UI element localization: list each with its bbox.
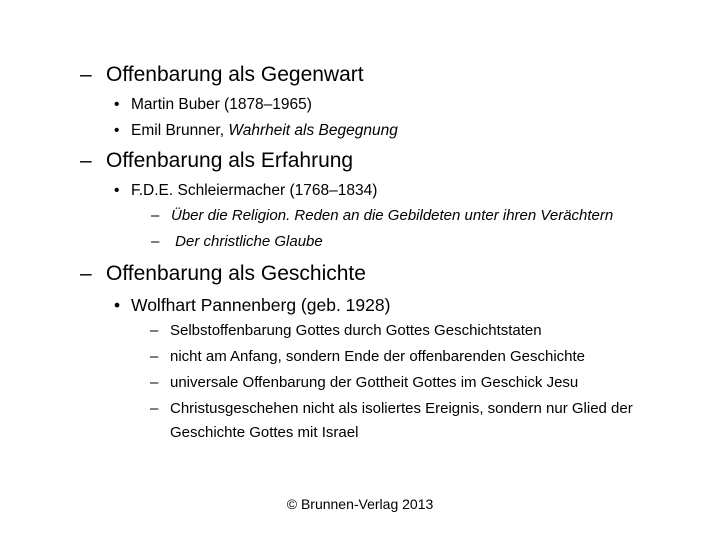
dash-bullet: –	[150, 374, 159, 391]
sub-item-selbstoffenbarung	[150, 322, 542, 339]
section-heading-erfahrung	[80, 149, 353, 173]
sub-item-text: Christusgeschehen nicht als isoliertes Ereignis, sondern nur Glied der	[170, 400, 633, 417]
item-text: F.D.E. Schleiermacher (1768–1834)	[131, 182, 378, 199]
dash-bullet: –	[80, 262, 92, 285]
heading-text: Offenbarung als Geschichte	[106, 262, 366, 285]
dot-bullet: •	[114, 182, 120, 199]
sub-item-anfang	[150, 348, 585, 365]
sub-item-glaube	[151, 233, 323, 250]
sub-item-text: nicht am Anfang, sondern Ende der offenbarenden Geschichte	[170, 348, 586, 365]
dash-bullet: –	[80, 149, 92, 172]
list-item-buber	[114, 96, 312, 114]
dot-bullet: •	[114, 122, 120, 139]
sub-item-reden	[151, 207, 613, 224]
dot-bullet: •	[114, 295, 121, 315]
list-item-brunner	[114, 122, 398, 140]
dash-bullet: –	[151, 233, 160, 250]
item-text: Wolfhart Pannenberg (geb. 1928)	[131, 295, 391, 315]
dash-bullet: –	[80, 63, 92, 86]
sub-item-continuation: Geschichte Gottes mit Israel	[170, 424, 359, 441]
dash-bullet: –	[150, 348, 159, 365]
section-heading-geschichte	[80, 262, 366, 286]
heading-text: Offenbarung als Gegenwart	[106, 63, 364, 86]
sub-item-text: universale Offenbarung der Gottheit Gottes im Geschick Jesu	[170, 374, 579, 391]
item-text: Martin Buber (1878–1965)	[131, 96, 312, 113]
dash-bullet: –	[150, 322, 159, 339]
list-item-schleiermacher	[114, 182, 377, 200]
item-italic-title: Wahrheit als Begegnung	[228, 122, 398, 139]
item-text: Emil Brunner,	[131, 122, 229, 139]
section-heading-gegenwart	[80, 63, 364, 87]
sub-item-universale	[150, 374, 578, 391]
sub-item-text: Selbstoffenbarung Gottes durch Gottes Geschichtstaten	[170, 322, 542, 339]
sub-item-text: Über die Religion. Reden an die Gebildeten unter ihren Verächtern	[171, 207, 614, 224]
sub-item-christusgeschehen	[150, 400, 633, 417]
copyright-footer: © Brunnen-Verlag 2013	[286, 496, 434, 512]
sub-item-text: Der christliche Glaube	[171, 233, 323, 250]
heading-text: Offenbarung als Erfahrung	[106, 149, 354, 172]
dash-bullet: –	[150, 400, 159, 417]
dash-bullet: –	[151, 207, 160, 224]
list-item-pannenberg	[114, 295, 390, 316]
dot-bullet: •	[114, 96, 120, 113]
